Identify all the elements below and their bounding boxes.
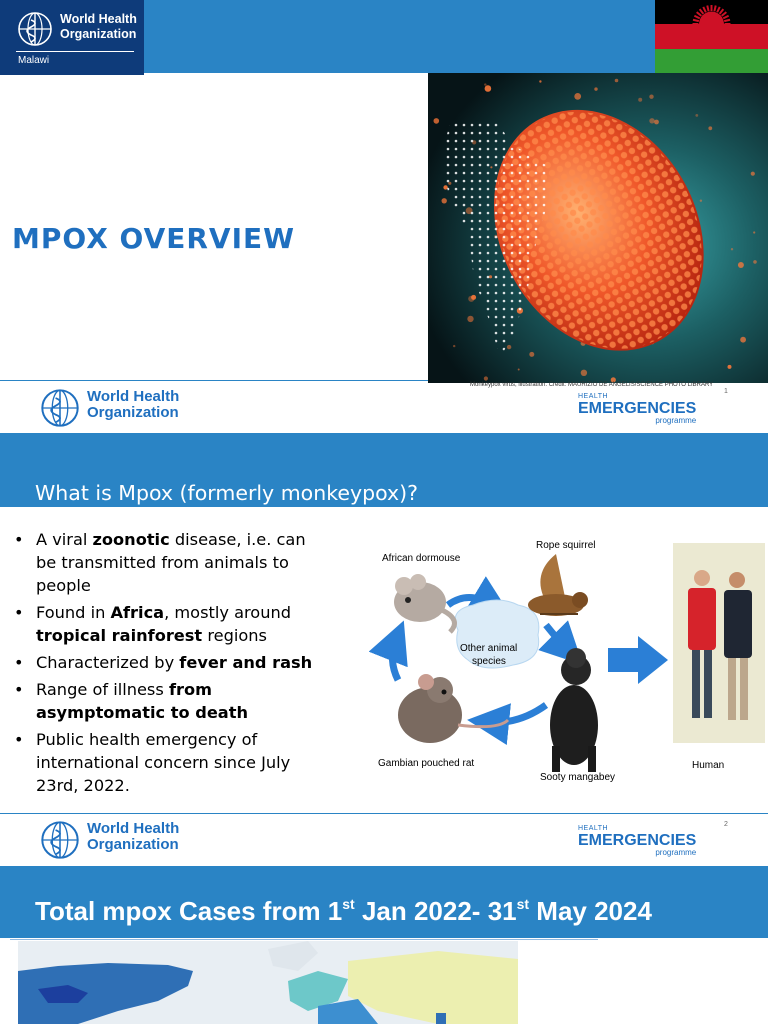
org-name-line2: Organization [60,27,137,41]
slide1-footer-rule [0,380,428,381]
speck [507,345,511,349]
speck [615,79,619,83]
sooty-mangabey-image [550,648,598,772]
label-sooty-mangabey: Sooty mangabey [540,772,616,783]
speck [434,118,440,124]
speck [442,198,447,203]
speck [740,337,746,343]
dormouse-image [394,574,455,632]
who-footer-logo [37,387,180,433]
flag-sun-ray [723,16,728,19]
speck [753,260,757,264]
speck [485,85,492,92]
footer-org-line2: Organization [87,836,179,853]
speck [695,114,698,117]
health-emergencies-logo [578,393,696,425]
label-human: Human [692,760,725,771]
he-line3: programme [655,416,697,425]
flag-sun-ray [694,16,699,19]
flag-sun-ray [722,12,727,16]
rope-squirrel-image [528,554,588,616]
monkeypox-virus-illustration [428,73,768,383]
slide3-header [0,866,768,938]
speck [649,118,654,123]
speck [649,95,653,99]
speck [708,126,712,130]
bullet-item: • Public health emergency of international concern since July 23rd, 2022. [14,730,291,795]
arrow-to-human [608,636,668,684]
flag-band-green [655,49,768,73]
speck [738,262,744,268]
arrow-rat-to-dormouse [392,640,398,680]
label-other-line1: Other animal [460,643,518,654]
flag-sun-ray [724,20,730,21]
speck [581,370,587,376]
label-african-dormouse: African dormouse [382,553,461,564]
who-emblem-icon [37,387,83,429]
he-line1: HEALTH [578,393,609,400]
bullet-item: • A viral zoonotic disease, i.e. can be transmitted from animals to people [14,530,306,595]
speck [751,172,755,176]
bullet-item: • Characterized by fever and rash [14,653,313,672]
flag-sun-ray [693,20,699,21]
slide2-header [0,433,768,507]
flag-sun-icon [655,0,768,24]
bullet-dot-icon: • [14,680,24,699]
arrow-mangabey-to-rat [488,705,546,722]
bullet-item: • Range of illness from asymptomatic to death [14,680,248,722]
speck [700,200,702,202]
who-emblem-icon [37,819,83,861]
flag-sun-ray [700,9,704,14]
label-other-line2: species [472,656,506,667]
page-number: 2 [724,821,728,828]
bullet-dot-icon: • [14,653,24,672]
slide2-footer-rule [0,813,768,814]
flag-sun-ray [703,7,706,12]
speck [594,87,597,90]
flag-sun-ray [720,9,724,14]
speck [728,365,732,369]
label-gambian-rat: Gambian pouched rat [378,758,475,769]
he-line2: EMERGENCIES [578,400,697,417]
he-line3: programme [655,848,697,857]
flag-band-red [655,24,768,48]
speck [574,93,581,100]
he-line2: EMERGENCIES [578,832,697,849]
flag-sun-ray [707,5,708,11]
who-emblem-icon [15,10,55,48]
health-emergencies-logo [578,825,696,857]
bullet-item: • Found in Africa, mostly around tropical rainforest regions [14,603,291,645]
bullet-dot-icon: • [14,730,24,749]
country-label: Malawi [18,55,50,66]
speck [654,120,659,125]
org-name-line1: World Health [60,12,137,26]
footer-org-line2: Organization [87,404,179,421]
transmission-diagram [318,510,768,810]
speck [467,316,473,322]
label-rope-squirrel: Rope squirrel [536,540,596,551]
flag-sun-ray [714,5,715,11]
speck [484,83,486,85]
speck [638,98,642,102]
speck [539,80,541,82]
world-cases-map [18,941,518,1024]
footer-org-line1: World Health [87,388,180,405]
speck [453,345,455,347]
who-malawi-logo [0,0,144,75]
slide3-title: Total mpox Cases from 1st Jan 2022- 31st May 2024 [35,896,652,926]
slide1-title: MPOX OVERVIEW [12,222,296,255]
arrow-squirrel-to-mangabey [546,625,568,650]
malawi-flag [655,0,768,73]
bullet-dot-icon: • [14,603,24,622]
map-region-small [436,1013,446,1024]
speck [471,295,476,300]
bullet-list [14,528,314,801]
he-line1: HEALTH [578,825,609,832]
bullet-dot-icon: • [14,530,24,549]
speck [518,369,520,371]
who-footer-logo [37,819,180,865]
logo-divider [16,51,134,52]
flag-sun-ray [717,7,720,12]
speck [484,376,488,380]
gambian-rat-image [398,674,508,743]
image-credit: Monkeypox virus, illustration. Credit: MAURIZIO DE ANGELIS/SCIENCE PHOTO LIBRARY [470,382,714,388]
slide3-title-rule [10,939,598,940]
slide2-title: What is Mpox (formerly monkeypox)? [35,481,419,505]
footer-org-line1: World Health [87,820,180,837]
flag-sun-ray [697,12,702,16]
speck [731,248,733,250]
speck [529,352,534,357]
page-number: 1 [724,388,728,395]
speck [753,231,755,233]
